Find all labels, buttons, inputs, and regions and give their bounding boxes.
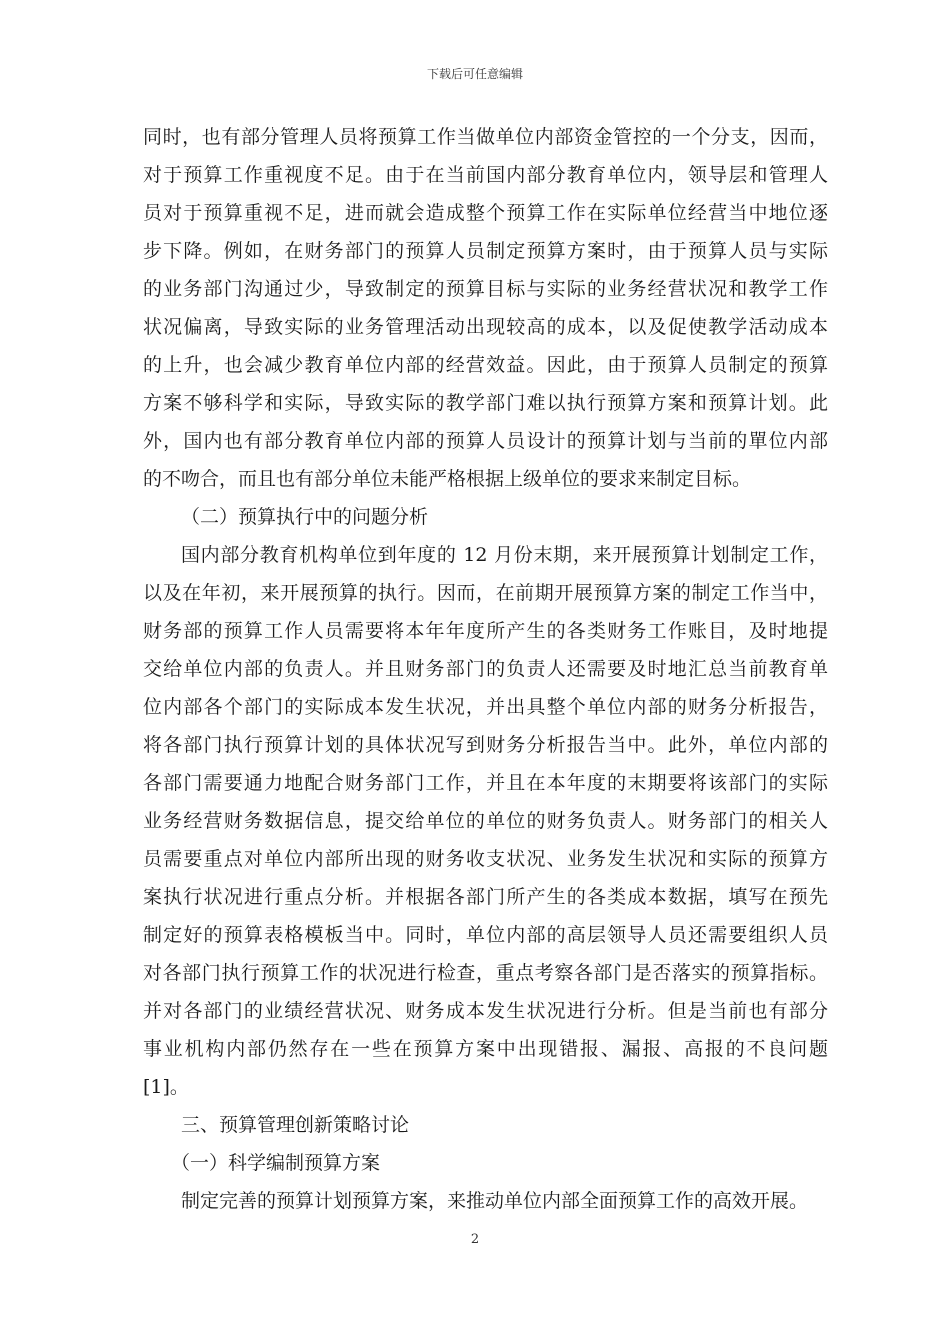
paragraph-line: 案执行状况进行重点分析。并根据各部门所产生的各类成本数据，填写在预先 bbox=[143, 886, 828, 908]
page-header: 下载后可任意编辑 bbox=[426, 67, 523, 81]
paragraph-line: 以及在年初，来开展预算的执行。因而，在前期开展预算方案的制定工作当中， bbox=[143, 582, 828, 604]
paragraph-line: 步下降。例如，在财务部门的预算人员制定预算方案时，由于预算人员与实际 bbox=[143, 240, 828, 262]
paragraph-line: 的不吻合，而且也有部分单位未能严格根据上级单位的要求来制定目标。 bbox=[143, 468, 752, 490]
paragraph-line: 将各部门执行预算计划的具体状况写到财务分析报告当中。此外，单位内部的 bbox=[143, 734, 828, 756]
paragraph-line: 方案不够科学和实际，导致实际的教学部门难以执行预算方案和预算计划。此 bbox=[143, 392, 828, 414]
paragraph-line: 的业务部门沟通过少，导致制定的预算目标与实际的业务经营状况和教学工作 bbox=[143, 278, 828, 300]
paragraph-line: 员对于预算重视不足，进而就会造成整个预算工作在实际单位经营当中地位逐 bbox=[143, 202, 828, 224]
paragraph-line: 各部门需要通力地配合财务部门工作，并且在本年度的末期要将该部门的实际 bbox=[143, 772, 828, 794]
paragraph-line: 交给单位内部的负责人。并且财务部门的负责人还需要及时地汇总当前教育单 bbox=[143, 658, 828, 680]
section-subheading: （一）科学编制预算方案 bbox=[171, 1152, 381, 1174]
paragraph-line: 的上升，也会减少教育单位内部的经营效益。因此，由于预算人员制定的预算 bbox=[143, 354, 828, 376]
paragraph-line: 事业机构内部仍然存在一些在预算方案中出现错报、漏报、高报的不良问题 bbox=[143, 1038, 828, 1060]
section-subheading: （二）预算执行中的问题分析 bbox=[181, 506, 429, 528]
paragraph-line: 制定完善的预算计划预算方案，来推动单位内部全面预算工作的高效开展。 bbox=[181, 1190, 809, 1212]
paragraph-line: 财务部的预算工作人员需要将本年年度所产生的各类财务工作账目，及时地提 bbox=[143, 620, 828, 642]
paragraph-line: 并对各部门的业绩经营状况、财务成本发生状况进行分析。但是当前也有部分 bbox=[143, 1000, 828, 1022]
paragraph-line: 外，国内也有部分教育单位内部的预算人员设计的预算计划与当前的單位内部 bbox=[143, 430, 828, 452]
paragraph-line: 同时，也有部分管理人员将预算工作当做单位内部资金管控的一个分支，因而， bbox=[143, 126, 828, 148]
paragraph-line: 员需要重点对单位内部所出现的财务收支状况、业务发生状况和实际的预算方 bbox=[143, 848, 828, 870]
section-heading: 三、预算管理创新策略讨论 bbox=[181, 1114, 410, 1136]
document-body bbox=[143, 118, 828, 1220]
paragraph-line: [1]。 bbox=[143, 1076, 189, 1098]
paragraph-line: 制定好的预算表格模板当中。同时，单位内部的高层领导人员还需要组织人员 bbox=[143, 924, 828, 946]
page-number: 2 bbox=[470, 1232, 480, 1247]
paragraph-line: 位内部各个部门的实际成本发生状况，并出具整个单位内部的财务分析报告， bbox=[143, 696, 828, 718]
paragraph-line: 业务经营财务数据信息，提交给单位的单位的财务负责人。财务部门的相关人 bbox=[143, 810, 828, 832]
paragraph-line: 国内部分教育机构单位到年度的 12 月份末期，来开展预算计划制定工作， bbox=[181, 544, 828, 566]
paragraph-line: 状况偏离，导致实际的业务管理活动出现较高的成本，以及促使教学活动成本 bbox=[143, 316, 828, 338]
paragraph-line: 对各部门执行预算工作的状况进行检查，重点考察各部门是否落实的预算指标。 bbox=[143, 962, 828, 984]
paragraph-line: 对于预算工作重视度不足。由于在当前国内部分教育单位内，领导层和管理人 bbox=[143, 164, 828, 186]
